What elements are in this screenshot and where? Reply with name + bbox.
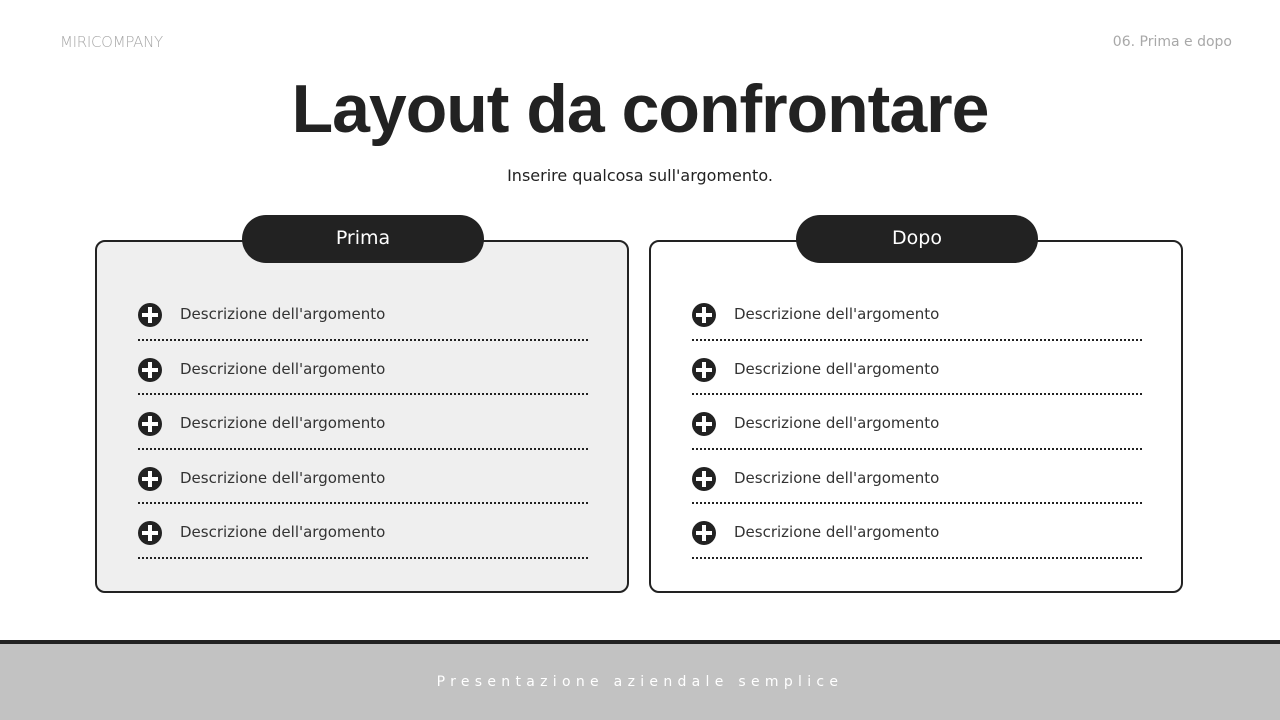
- plus-circle-icon: [138, 303, 162, 327]
- after-list: [692, 286, 1142, 559]
- before-panel-header: Prima: [242, 215, 484, 263]
- list-item-text: Descrizione dell'argomento: [180, 523, 386, 541]
- after-panel-header: Dopo: [796, 215, 1038, 263]
- slide-title: Layout da confrontare: [291, 71, 989, 147]
- list-item-text: Descrizione dell'argomento: [734, 414, 940, 432]
- list-item: [138, 504, 588, 559]
- plus-circle-icon: [138, 521, 162, 545]
- before-list: [138, 286, 588, 559]
- brand-logo-text: MIRICOMPANY: [60, 33, 163, 51]
- list-item-text: Descrizione dell'argomento: [734, 305, 940, 323]
- list-item: [692, 341, 1142, 396]
- plus-circle-icon: [138, 412, 162, 436]
- list-item: [138, 450, 588, 505]
- list-item-text: Descrizione dell'argomento: [180, 305, 386, 323]
- footer-text: Presentazione aziendale semplice: [436, 674, 844, 690]
- list-item-text: Descrizione dell'argomento: [180, 359, 386, 378]
- list-item-text: Descrizione dell'argomento: [734, 523, 940, 541]
- plus-circle-icon: [138, 467, 162, 491]
- list-item: [138, 395, 588, 450]
- plus-circle-icon: [692, 303, 716, 327]
- list-item-text: Descrizione dell'argomento: [180, 468, 386, 487]
- list-item: [692, 286, 1142, 341]
- list-item: [692, 395, 1142, 450]
- list-item: [692, 504, 1142, 559]
- plus-circle-icon: [138, 358, 162, 382]
- plus-circle-icon: [692, 521, 716, 545]
- section-label: 06. Prima e dopo: [1112, 34, 1232, 50]
- plus-circle-icon: [692, 467, 716, 491]
- list-item-text: Descrizione dell'argomento: [180, 414, 386, 432]
- list-item: [138, 286, 588, 341]
- plus-circle-icon: [692, 412, 716, 436]
- list-item-text: Descrizione dell'argomento: [734, 359, 940, 378]
- list-item-text: Descrizione dell'argomento: [734, 468, 940, 487]
- list-item: [138, 341, 588, 396]
- footer-bar: [0, 644, 1280, 720]
- list-item: [692, 450, 1142, 505]
- slide-subtitle: Inserire qualcosa sull'argomento.: [507, 166, 773, 185]
- plus-circle-icon: [692, 358, 716, 382]
